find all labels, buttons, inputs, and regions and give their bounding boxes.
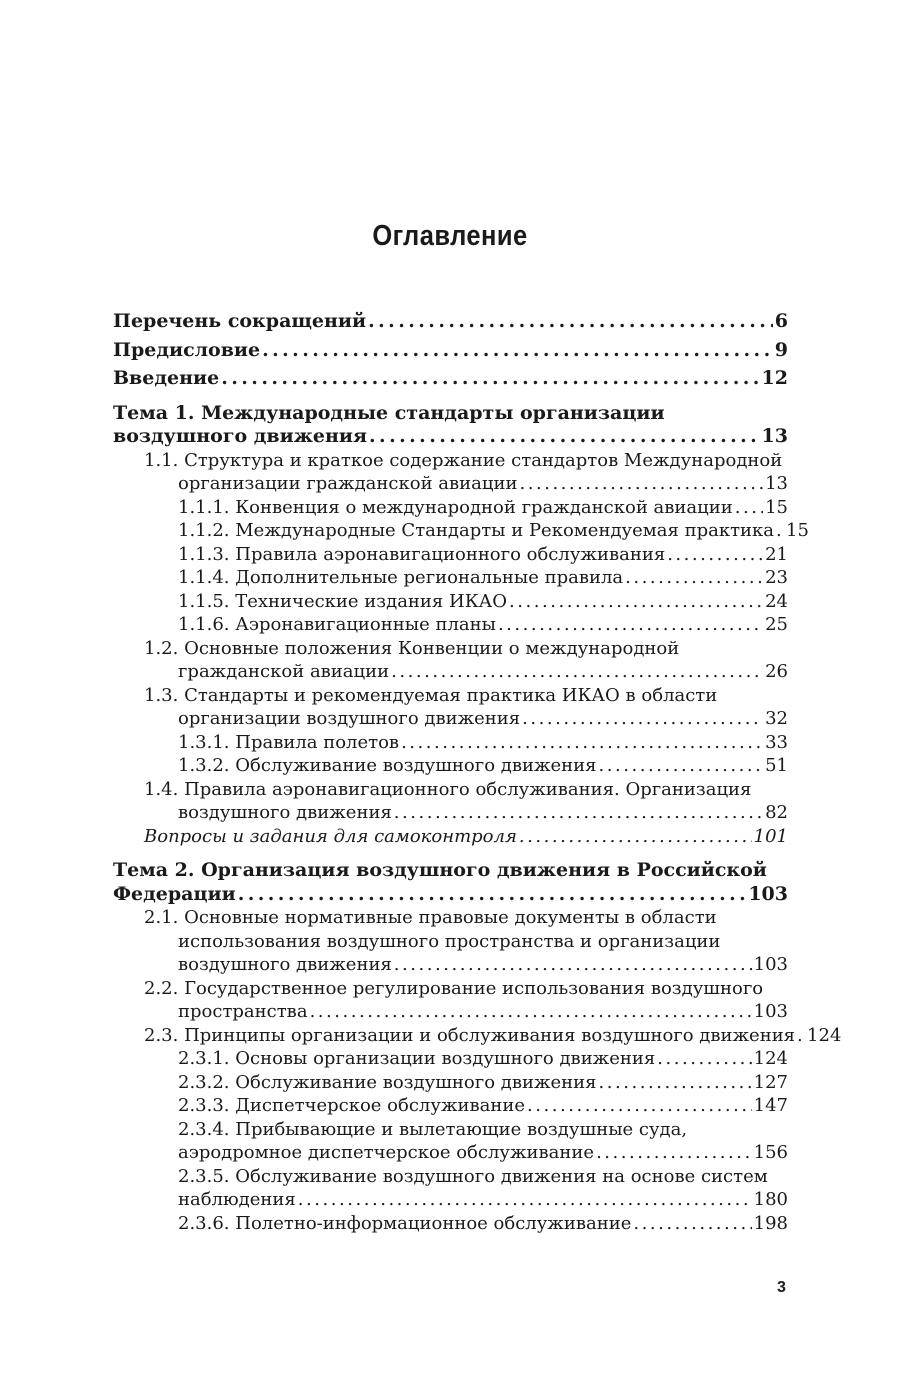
toc-entry-title-line: 1.3. Стандарты и рекомендуемая практика ИКАО в области <box>144 684 718 706</box>
toc-entry-s1-1-1[interactable] <box>178 496 788 520</box>
toc-entry-page: 103 <box>753 1001 788 1022</box>
toc-entry-title-line: 2.3.6. Полетно-информационное обслуживание <box>178 1212 632 1234</box>
toc-entry-s2-1[interactable] <box>144 906 788 977</box>
toc-entry-page: 33 <box>765 731 788 753</box>
toc-entry-intro[interactable] <box>113 367 788 391</box>
dot-leader <box>394 953 752 977</box>
toc-entry-page: 13 <box>765 473 788 494</box>
dot-leader <box>599 1071 752 1095</box>
toc-entry-title-line: наблюдения <box>178 1189 296 1210</box>
toc-entry-title-line: организации гражданской авиации <box>178 473 518 494</box>
toc-entry-page: 101 <box>753 825 788 847</box>
toc-entry-title-line: Тема 2. Организация воздушного движения в Российской <box>113 859 767 881</box>
toc-entry-page: 180 <box>753 1189 788 1210</box>
dot-leader <box>599 754 764 778</box>
dot-leader <box>735 496 763 520</box>
toc-entry-title-line: 1.1. Структура и краткое содержание стандартов Международной <box>144 449 783 471</box>
toc-entry-s2-3-6[interactable] <box>178 1212 788 1236</box>
toc-entry-title-line: 2.3.4. Прибывающие и вылетающие воздушные суда, <box>178 1118 688 1140</box>
dot-leader <box>797 1024 805 1048</box>
toc-entry-title-line: гражданской авиации <box>178 661 390 682</box>
toc-entry-title-line: 1.1.4. Дополнительные региональные правила <box>178 567 624 588</box>
dot-leader <box>522 707 763 731</box>
toc-entry-page: 51 <box>765 755 788 776</box>
dot-leader <box>596 1141 752 1165</box>
dot-leader <box>776 519 784 543</box>
toc-entry-title-line: 2.3.5. Обслуживание воздушного движения на основе систем <box>178 1165 768 1187</box>
toc-entry-s1-3[interactable] <box>144 684 788 731</box>
toc-entry-preface[interactable] <box>113 339 788 363</box>
toc-entry-title-line: организации воздушного движения <box>178 708 521 729</box>
dot-leader <box>369 425 760 449</box>
toc-entry-page: 23 <box>765 567 788 588</box>
dot-leader <box>519 472 763 496</box>
toc-entry-page: 82 <box>765 802 788 823</box>
toc-entry-title-line: 2.3.1. Основы организации воздушного движения <box>178 1048 656 1069</box>
toc-entry-page: 156 <box>753 1142 788 1163</box>
toc-entry-s1-1-5[interactable] <box>178 590 788 614</box>
toc-entry-title-line: 2.3.2. Обслуживание воздушного движения <box>178 1071 597 1093</box>
toc-entry-title-line: Тема 1. Международные стандарты организации <box>113 401 665 424</box>
toc-entry-page: 198 <box>753 1212 788 1234</box>
dot-leader <box>262 339 773 363</box>
toc-entry-page: 147 <box>753 1095 788 1116</box>
toc-entry-page: 24 <box>765 590 788 612</box>
toc-entry-s1-1[interactable] <box>144 449 788 496</box>
toc-entry-page: 124 <box>807 1024 842 1046</box>
dot-leader <box>519 825 752 849</box>
toc-entry-s1-4[interactable] <box>144 778 788 825</box>
page-title: Оглавление <box>372 220 528 252</box>
toc-entry-s2-3-5[interactable] <box>178 1165 788 1212</box>
toc-entry-s1-1-3[interactable] <box>178 543 788 567</box>
toc-entry-title-line: Федерации <box>113 882 236 905</box>
dot-leader <box>238 883 747 907</box>
toc-entry-t1[interactable] <box>113 402 788 449</box>
toc-entry-page: 103 <box>753 954 788 975</box>
dot-leader <box>667 543 763 567</box>
toc-entry-s1-1-4[interactable] <box>178 566 788 590</box>
toc-entry-page: 21 <box>765 543 788 565</box>
toc-entry-page: 124 <box>753 1048 788 1069</box>
toc-entry-page: 32 <box>765 708 788 729</box>
toc-entry-title-line: воздушного движения <box>113 425 368 447</box>
dot-leader <box>310 1000 752 1024</box>
toc-entry-page: 13 <box>761 425 788 447</box>
toc-entry-title-line: Введение <box>113 367 220 389</box>
toc-entry-title-line: использования воздушного пространства и организации <box>178 930 721 952</box>
dot-leader <box>625 566 763 590</box>
toc-entry-page: 103 <box>748 882 788 905</box>
dot-leader <box>394 801 763 825</box>
dot-leader <box>298 1188 752 1212</box>
dot-leader <box>633 1212 751 1236</box>
toc-entry-s2-3-3[interactable] <box>178 1094 788 1118</box>
dot-leader <box>509 590 763 614</box>
dot-leader <box>498 613 763 637</box>
toc-entry-title-line: 1.3.1. Правила полетов <box>178 731 400 753</box>
toc-entry-title-line: Вопросы и задания для самоконтроля <box>144 825 517 847</box>
toc-entry-title-line: Предисловие <box>113 338 261 361</box>
toc-entry-title-line: воздушного движения <box>178 802 392 823</box>
dot-leader <box>401 731 763 755</box>
toc-entry-page: 6 <box>774 310 788 332</box>
toc-entry-page: 12 <box>761 367 788 389</box>
toc-entry-title-line: воздушного движения <box>178 954 392 975</box>
toc-entry-title-line: 1.1.3. Правила аэронавигационного обслуживания <box>178 543 666 565</box>
toc-entry-page: 127 <box>753 1071 788 1093</box>
table-of-contents <box>113 305 842 1235</box>
toc-entry-title-line: 1.4. Правила аэронавигационного обслуживания. Организация <box>144 778 752 800</box>
toc-entry-title-line: Перечень сокращений <box>113 310 367 332</box>
toc-entry-s2-3-4[interactable] <box>178 1118 788 1165</box>
toc-entry-s2-3-2[interactable] <box>178 1071 788 1095</box>
toc-entry-s1-2[interactable] <box>144 637 788 684</box>
dot-leader <box>391 660 763 684</box>
toc-entry-page: 9 <box>774 338 788 361</box>
toc-entry-s2-3[interactable] <box>144 1024 842 1048</box>
toc-entry-s2-3-1[interactable] <box>178 1047 788 1071</box>
toc-entry-page: 25 <box>765 614 788 635</box>
toc-entry-s1-3-2[interactable] <box>178 754 788 778</box>
toc-entry-q1[interactable] <box>144 825 788 849</box>
toc-entry-title-line: 1.2. Основные положения Конвенции о международной <box>144 637 680 659</box>
toc-entry-t2[interactable] <box>113 859 788 906</box>
toc-entry-s1-3-1[interactable] <box>178 731 788 755</box>
toc-entry-title-line: 1.1.1. Конвенция о международной гражданской авиации <box>178 496 733 518</box>
dot-leader <box>368 310 773 334</box>
dot-leader <box>527 1094 752 1118</box>
toc-entry-title-line: 2.3. Принципы организации и обслуживания воздушного движения <box>144 1024 796 1046</box>
toc-entry-title-line: 2.1. Основные нормативные правовые документы в области <box>144 907 717 928</box>
dot-leader <box>657 1047 751 1071</box>
toc-entry-s2-2[interactable] <box>144 977 788 1024</box>
toc-entry-title-line: 2.3.3. Диспетчерское обслуживание <box>178 1095 526 1116</box>
toc-entry-title-line: пространства <box>178 1001 308 1022</box>
toc-entry-abbr[interactable] <box>113 310 788 334</box>
toc-entry-page: 26 <box>765 661 788 682</box>
toc-entry-title-line: 2.2. Государственное регулирование использования воздушного <box>144 977 764 999</box>
toc-entry-title-line: 1.1.5. Технические издания ИКАО <box>178 590 508 612</box>
toc-entry-page: 15 <box>786 520 809 541</box>
toc-entry-title-line: 1.3.2. Обслуживание воздушного движения <box>178 755 597 776</box>
toc-entry-title-line: аэродромное диспетчерское обслуживание <box>178 1142 595 1163</box>
dot-leader <box>221 367 759 391</box>
toc-entry-s1-1-6[interactable] <box>178 613 788 637</box>
toc-entry-s1-1-2[interactable] <box>178 519 809 543</box>
page-number: 3 <box>777 1279 786 1296</box>
toc-entry-title-line: 1.1.6. Аэронавигационные планы <box>178 614 496 635</box>
toc-entry-page: 15 <box>765 496 788 518</box>
toc-entry-title-line: 1.1.2. Международные Стандарты и Рекомендуемая практика <box>178 520 775 541</box>
